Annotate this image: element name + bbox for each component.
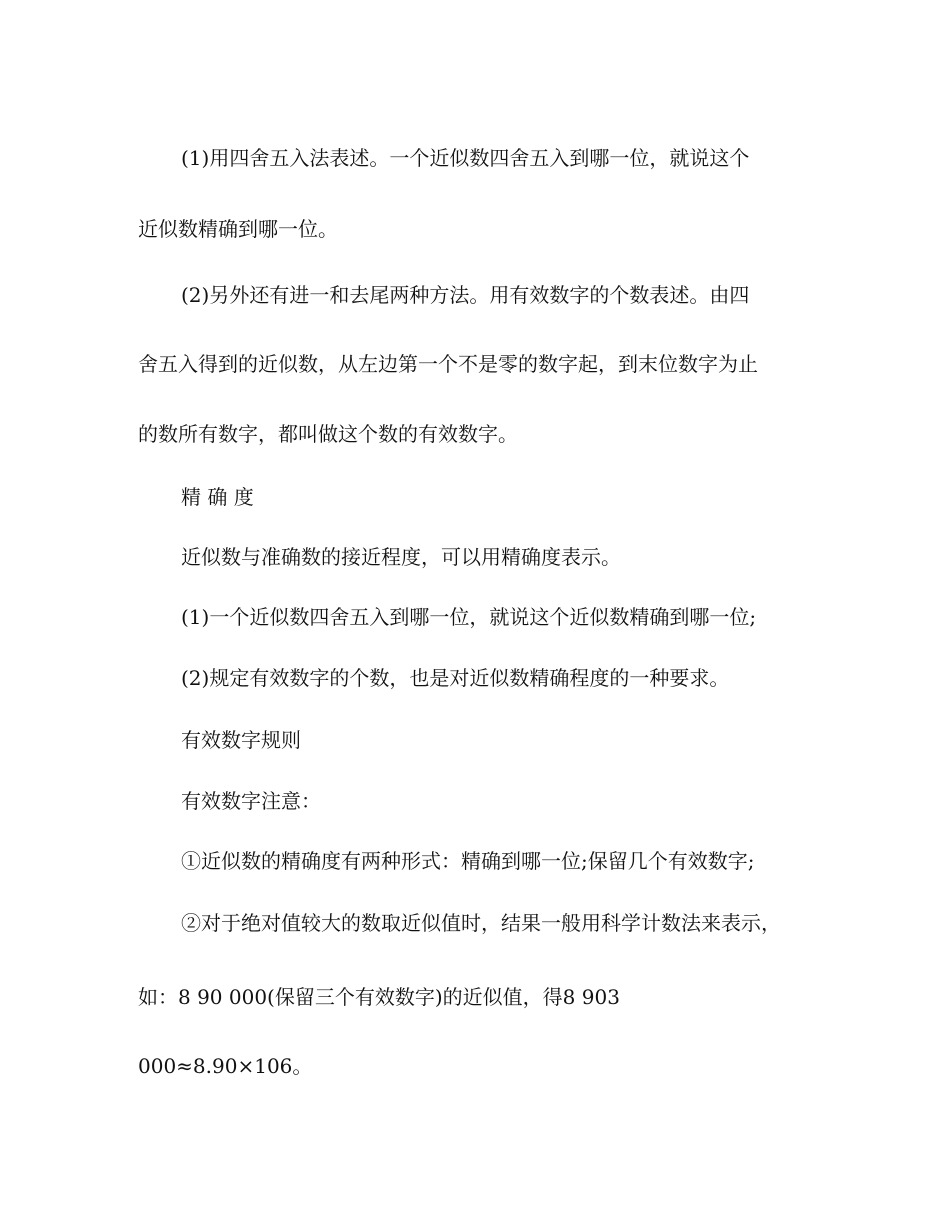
paragraph-line-14: 如：8 90 000(保留三个有效数字)的近似值，得8 903 xyxy=(138,985,620,1009)
section-heading-notes: 有效数字注意： xyxy=(181,789,321,813)
paragraph-line-12: ①近似数的精确度有两种形式：精确到哪一位;保留几个有效数字; xyxy=(181,849,755,873)
paragraph-line-1: (1)用四舍五入法表述。一个近似数四舍五入到哪一位，就说这个 xyxy=(181,146,750,170)
paragraph-line-4: 舍五入得到的近似数，从左边第一个不是零的数字起，到末位数字为止 xyxy=(138,352,758,376)
paragraph-line-9: (2)规定有效数字的个数，也是对近似数精确程度的一种要求。 xyxy=(181,666,730,690)
section-heading-rules: 有效数字规则 xyxy=(181,728,301,752)
section-heading-precision: 精 确 度 xyxy=(181,485,254,509)
paragraph-line-15: 000≈8.90×106。 xyxy=(138,1054,313,1078)
paragraph-line-2: 近似数精确到哪一位。 xyxy=(138,217,338,241)
paragraph-line-8: (1)一个近似数四舍五入到哪一位，就说这个近似数精确到哪一位; xyxy=(181,605,757,629)
paragraph-line-3: (2)另外还有进一和去尾两种方法。用有效数字的个数表述。由四 xyxy=(181,283,750,307)
paragraph-line-13: ②对于绝对值较大的数取近似值时，结果一般用科学计数法来表示， xyxy=(181,911,781,935)
paragraph-line-5: 的数所有数字，都叫做这个数的有效数字。 xyxy=(138,422,518,446)
paragraph-line-7: 近似数与准确数的接近程度，可以用精确度表示。 xyxy=(181,545,621,569)
